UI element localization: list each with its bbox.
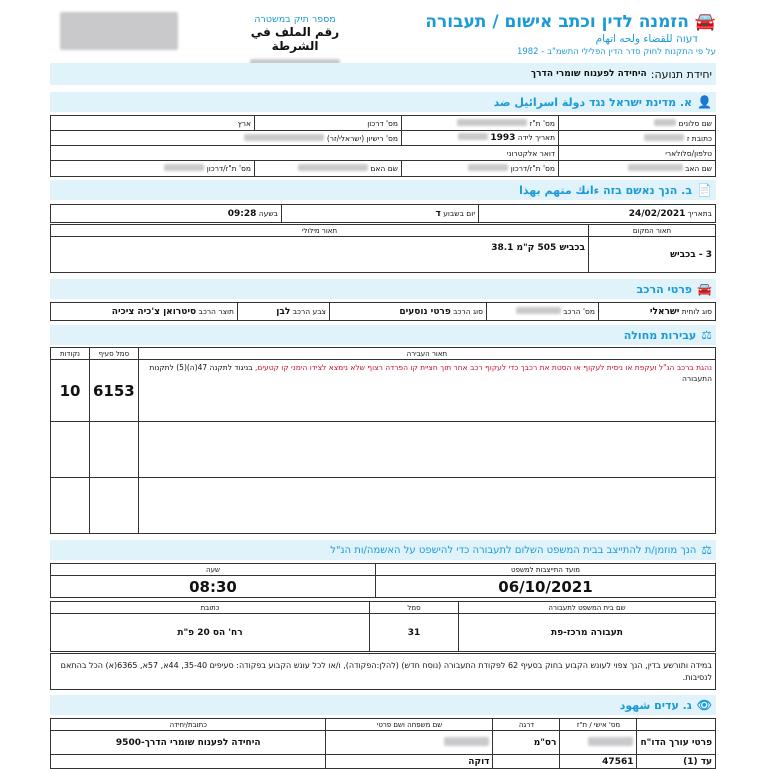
table-cell [559, 116, 716, 131]
offense-points: 10 [51, 360, 90, 422]
table-cell: ארץ [51, 116, 255, 131]
file-label-he: מספר תיק במשטרה [254, 14, 336, 25]
table-cell: דרגה [493, 719, 560, 731]
redacted-field [457, 119, 527, 126]
text: כתובת ז [686, 133, 712, 143]
text: מס' הרכב [563, 307, 595, 316]
table-cell [138, 478, 715, 534]
vehicle-header [50, 279, 716, 299]
redacted-field [244, 134, 324, 141]
table-cell [282, 205, 479, 223]
text: שם האם [370, 164, 398, 173]
table-cell [402, 161, 559, 177]
table-cell: טלפון/סלולארי [559, 146, 716, 161]
table-cell: שם משפחה ושם פרטי [326, 719, 493, 731]
text: היחידה לפענוח שומרי הדרך [530, 69, 647, 79]
text: 09:28 [227, 208, 257, 219]
text: הנך מוזמן/ת להתייצב בבית המשפט השלום לתעבורה כדי להישפט על האשמה/ות הנ"ל [330, 544, 697, 556]
table-cell: מועד התייצבות למשפט [376, 564, 716, 576]
summons-document [50, 0, 716, 768]
table-cell [599, 303, 716, 321]
redacted-field [458, 133, 488, 140]
table-cell [51, 205, 282, 223]
redacted-field [644, 134, 684, 141]
table-cell [487, 303, 599, 321]
redacted-field [588, 737, 633, 746]
court-date-table [50, 563, 716, 598]
location-table [50, 224, 716, 273]
court-note-table [50, 653, 716, 690]
section-b-header [50, 180, 716, 200]
text: צבע הרכב [292, 306, 326, 316]
table-cell: פרטי עורך הדו"ח [637, 731, 716, 755]
table-cell: נקודות [51, 348, 90, 360]
text: א. מדינת ישראל נגד دولة اسرائيل ضد [493, 95, 693, 109]
redacted-field [298, 164, 368, 171]
court-time: 08:30 [51, 576, 376, 598]
text: מס' ת"ז/דרכון [510, 164, 555, 173]
table-cell: מס' אישי / ת"ז [560, 719, 637, 731]
table-cell [238, 303, 330, 321]
table-cell [402, 131, 559, 146]
table-cell [330, 303, 487, 321]
court-place-table [50, 601, 716, 652]
offense-header [50, 325, 716, 345]
table-cell [255, 161, 402, 177]
text: לבן [276, 306, 291, 317]
table-cell [559, 161, 716, 177]
court-header [50, 540, 716, 560]
text: שם סלונים [678, 118, 712, 128]
table-cell [51, 303, 238, 321]
car-icon: 🚘 [697, 282, 712, 296]
witness-header [50, 695, 716, 715]
table-cell: שעה [51, 564, 376, 576]
person-icon: 👤 [697, 95, 712, 109]
document-title [425, 12, 716, 32]
table-cell: דוקה [326, 755, 493, 769]
defendant-table [50, 115, 716, 177]
table-cell: סמל סעיף [90, 348, 139, 360]
table-cell [559, 131, 716, 146]
redacted-barcode [60, 12, 178, 50]
table-cell [90, 478, 139, 534]
vehicle-table [50, 302, 716, 321]
gavel-icon: ⚖ [701, 328, 712, 342]
table-cell [402, 116, 559, 131]
table-cell [138, 422, 715, 478]
text: מס' רישיון (ישראלי/זר) [326, 133, 398, 143]
offense-description: נהגת ברכב הנ"ל ועקפת או ניסית לעקוף או הסטת את רכבך כדי לעקוף רכב אחר תוך חציית קו הפרדה רצוף שלא נימצא לצידו הימני קו קטעים, [255, 363, 712, 372]
table-cell: דואר אלקטרוני [51, 146, 559, 161]
text: סוג הרכב [453, 306, 483, 316]
table-cell [51, 131, 402, 146]
redacted-field [516, 307, 561, 314]
car-icon: 🚘 [694, 12, 716, 32]
offense-clause: 6153 [90, 360, 139, 422]
text: 24/02/2021 [628, 208, 686, 219]
text: פרטי נוסעים [399, 306, 451, 317]
text: פרטי הרכב [636, 282, 693, 296]
table-cell: 3 - בכביש [589, 237, 716, 273]
file-label-ar: رقم الملف في الشرطة [250, 25, 340, 53]
redacted-field [654, 119, 676, 126]
text: סוג לוחית [681, 306, 712, 316]
text: סיטרואן צ'כיה ציכיה [111, 306, 197, 317]
document-icon: 📄 [697, 183, 712, 197]
unit-band [50, 63, 716, 85]
table-cell [51, 161, 255, 177]
table-cell: רס"מ [493, 731, 560, 755]
table-cell: תעבורה מרכז-פת [459, 614, 716, 652]
table-cell: עד (1) [637, 755, 716, 769]
redacted-field [468, 164, 508, 171]
table-cell: תאור מילולי [51, 225, 589, 237]
text: ד [435, 208, 441, 219]
table-cell: היחידה לפענוח שומרי הדרך-9500 [51, 731, 326, 755]
subtitle: דעוה للقضاء ولحه اتهام [595, 33, 698, 45]
section-a-header [50, 92, 716, 112]
text: ג. עדים شهود [619, 698, 692, 712]
text: יחידת תנועה: [650, 67, 712, 81]
scales-icon: ⚖ [701, 543, 712, 557]
redacted-field [628, 164, 683, 171]
text: מס' ת"ז/דרכון [206, 164, 251, 173]
text: מס' ת"ז [529, 118, 555, 128]
text: יום בשבוע [443, 208, 475, 218]
text: ב. הנך נאשם בזה ءانك متهم بهذا [519, 183, 693, 197]
table-cell: 47561 [560, 755, 637, 769]
text: בשעה [258, 208, 278, 218]
table-cell [637, 719, 716, 731]
incident-table [50, 204, 716, 223]
text: הזמנה לדין וכתב אישום / תעבורה [425, 12, 689, 32]
text: תאריך לידה [517, 133, 555, 142]
table-cell: שם בית המשפט לתעבורה [459, 602, 716, 614]
court-date: 06/10/2021 [376, 576, 716, 598]
text: 1993 [490, 133, 516, 143]
text: עבירות מחולה [623, 328, 697, 342]
text: שם האב [685, 164, 712, 173]
offense-regulation: בניגוד לתקנה 47(ה)(5) לתקנות התעבורה [149, 363, 712, 383]
table-cell: כתובת/יחידה [51, 719, 326, 731]
table-cell: מס' דרכון [255, 116, 402, 131]
table-cell: תאור המקום [589, 225, 716, 237]
eye-icon: 👁 [696, 698, 712, 712]
table-cell: תאור העבירה [138, 348, 715, 360]
table-cell [493, 755, 560, 769]
redacted-field [444, 737, 489, 746]
offense-table [50, 347, 716, 534]
penalty-note: במידה ותורשע בדין, הנך צפוי לעונש הקבוע בחוק בסעיף 62 לפקודת התעבורה (נוסח חדש) (להלן:הפקודה), ו/או לכל עונש הקבוע בפקודה: סעיפים 35-40, 44א, 57א, 6365(א) הכל בהתאם לנסיבות. [51, 654, 716, 690]
table-cell: סמל [370, 602, 459, 614]
table-cell: כתובת [51, 602, 370, 614]
text: בתאריך [687, 208, 712, 218]
table-cell: 31 [370, 614, 459, 652]
table-cell [479, 205, 716, 223]
table-cell: רח' הס 20 פ"ת [51, 614, 370, 652]
table-cell [560, 731, 637, 755]
table-cell [138, 360, 715, 422]
text: ישראלי [649, 306, 680, 317]
table-cell [51, 422, 90, 478]
table-cell [90, 422, 139, 478]
legal-reference: על פי התקנות לחוק סדר הדין הפלילי התשמ"ב - 1982 [516, 47, 716, 57]
table-cell [51, 755, 326, 769]
table-cell: בכביש 505 ק"מ 38.1 [51, 237, 589, 273]
text: תוצר הרכב [198, 306, 234, 316]
table-cell [51, 478, 90, 534]
witness-table [50, 718, 716, 769]
redacted-field [164, 164, 204, 171]
table-cell [326, 731, 493, 755]
